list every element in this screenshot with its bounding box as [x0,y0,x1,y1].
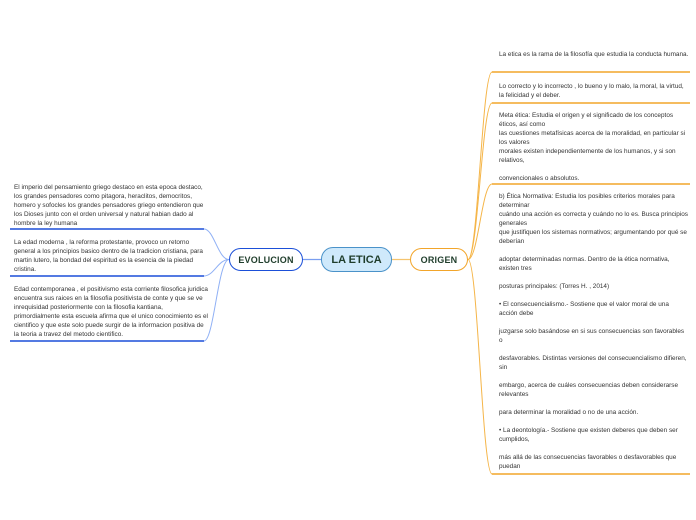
central-topic-label: LA ETICA [331,253,382,266]
leaf-text: morales existen independientemente de los humanos, y si son relativos, [499,148,676,164]
origen-topic-label: ORIGEN [420,254,458,265]
leaf-text: Edad contemporanea , el positivismo esta corriente filosofica juridica encuentra sus raices en la filosofia positivista de conte y que se ve inrequisidad posteriormente con la filosofia kantiana, primordialmente esta escuela afirma que el unico conocimiento es el cientifico y que este solo puede surgir de la informacion positiva de la teoria a travez del metodo cientifico. [14,286,208,338]
evolucion-leaf-modern[interactable] [14,238,208,274]
evolucion-leaf-greek[interactable] [14,183,208,228]
origen-topic-node[interactable] [410,248,468,271]
leaf-text: para determinar la moralidad o no de una acción. [499,409,639,416]
leaf-text: posturas principales: (Torres H. , 2014) [499,283,610,290]
evolucion-topic-node[interactable] [229,248,303,271]
leaf-text: • El consecuencialismo.- Sostiene que el valor moral de una acción debe [499,301,669,317]
leaf-text: más allá de las consecuencias favorables o desfavorables que puedan [499,454,677,470]
evolucion-topic-label: EVOLUCION [238,254,294,265]
evolucion-leaf-contemporary[interactable] [14,285,208,339]
leaf-text: b) Ética Normativa: Estudia los posibles criterios morales para determinar [499,193,675,209]
leaf-text: cuándo una acción es correcta y cuándo no lo es. Busca principios generales [499,211,688,227]
leaf-text: desfavorables. Distintas versiones del consecuencialismo difieren, sin [499,355,687,371]
origen-leaf-normative-ethics[interactable] [499,192,689,471]
origen-leaf-definition[interactable] [499,50,689,59]
leaf-text: Lo correcto y lo incorrecto , lo bueno y lo malo, la moral, la virtud, la felicidad y el deber. [499,83,684,99]
leaf-text: Meta ética: Estudia el origen y el significado de los conceptos éticos, así como [499,112,674,128]
leaf-text: convencionales o absolutos. [499,175,580,182]
leaf-text: las cuestiones metafísicas acerca de la moralidad, en particular si los valores [499,130,686,146]
central-topic-node[interactable] [321,247,392,272]
leaf-text: que justifiquen los sistemas normativos; argumentando por qué se deberían [499,229,687,245]
leaf-text: embargo, acerca de cuáles consecuencias deben considerarse relevantes [499,382,679,398]
leaf-text: juzgarse solo basándose en si sus consecuencias son favorables o [499,328,685,344]
origen-leaf-metaethics[interactable] [499,111,689,183]
leaf-text: • La deontología.- Sostiene que existen deberes que deben ser cumplidos, [499,427,678,443]
leaf-text: La edad moderna , la reforma protestante, provoco un retorno general a los principios basico dentro de la tradicion cristiana, para martin lutero, la bondad del espiritud es la esencia de la piedad cristina. [14,239,203,273]
leaf-text: El imperio del pensamiento griego destaco en esta epoca destaco, los grandes pensadores como pitagora, heraclitos, democritos, homero y sofocles los grandes pensadores griego entendieron que los Dioses junto con el orden universal y natural habian dado al hombre la ley humana [14,184,204,227]
leaf-text: La etica es la rama de la filosofía que estudia la conducta humana. [499,51,689,58]
origen-leaf-correct-incorrect[interactable] [499,82,689,100]
leaf-text: adoptar determinadas normas. Dentro de la ética normativa, existen tres [499,256,670,272]
